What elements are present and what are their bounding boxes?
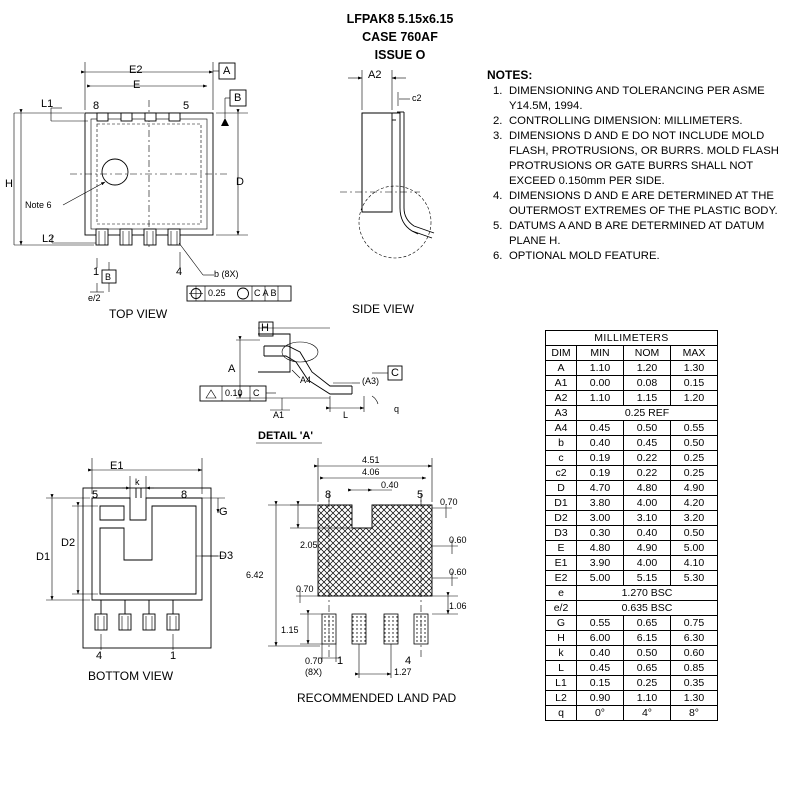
table-row [546, 571, 718, 586]
cell-dim: D1 [546, 496, 577, 511]
label-l1: L1 [41, 98, 54, 110]
cell-min: 0.30 [577, 526, 624, 541]
package-name: LFPAK8 5.15x6.15 [346, 12, 454, 26]
landpad-dim-406: 4.06 [362, 467, 380, 477]
flatness-datum: C [253, 388, 260, 398]
table-row [546, 406, 718, 421]
detail-label-a: A [228, 363, 236, 375]
cell-nom: 1.10 [624, 691, 671, 706]
landpad-dim-127: 1.27 [394, 667, 412, 677]
landpad-pin1: 1 [337, 655, 344, 667]
cell-min: 0.55 [577, 616, 624, 631]
cell-nom: 3.10 [624, 511, 671, 526]
bottom-view-caption: BOTTOM VIEW [88, 669, 174, 683]
cell-max: 3.20 [671, 511, 718, 526]
cell-nom: 0.22 [624, 451, 671, 466]
label-pin5-bottom: 5 [92, 489, 99, 501]
cell-nom: 0.08 [624, 376, 671, 391]
fcf-tolerance: 0.25 [208, 288, 226, 298]
notes-title: NOTES: [487, 68, 533, 82]
label-a2: A2 [368, 69, 382, 81]
detail-label-a3: (A3) [362, 376, 380, 386]
cell-dim: G [546, 616, 577, 631]
top-view-caption: TOP VIEW [109, 307, 168, 321]
label-pin4-bottom: 4 [96, 650, 103, 662]
cell-min: 3.80 [577, 496, 624, 511]
table-row [546, 511, 718, 526]
note-text: DIMENSIONS D AND E ARE DETERMINED AT THE OUTERMOST EXTREMES OF THE PLASTIC BODY. [509, 190, 778, 218]
label-e2: E2 [129, 64, 143, 76]
table-row [546, 676, 718, 691]
cell-dim: E [546, 541, 577, 556]
cell-nom: 1.15 [624, 391, 671, 406]
cell-min: 0.15 [577, 676, 624, 691]
cell-min: 0.45 [577, 661, 624, 676]
note-item [487, 249, 787, 264]
datum-b-small-label: B [105, 272, 112, 282]
cell-dim: E1 [546, 556, 577, 571]
datum-a-label: A [223, 65, 231, 77]
note-item [487, 84, 787, 114]
cell-min: 3.90 [577, 556, 624, 571]
land-pad-caption: RECOMMENDED LAND PAD [297, 691, 457, 705]
landpad-dim-070-8x: 0.70 [305, 656, 323, 666]
detail-label-a4: A4 [300, 375, 312, 385]
detail-datum-c: C [391, 367, 399, 379]
cell-min: 0.40 [577, 646, 624, 661]
table-row [546, 661, 718, 676]
drawing-title-block [280, 10, 520, 64]
label-pin5-top: 5 [183, 100, 190, 112]
note-item [487, 129, 787, 189]
cell-dim: A3 [546, 406, 577, 421]
note-number: 4. [493, 190, 503, 203]
cell-nom: 1.20 [624, 361, 671, 376]
label-c2: c2 [412, 93, 422, 103]
cell-max: 0.15 [671, 376, 718, 391]
cell-min: 0° [577, 706, 624, 721]
table-row [546, 691, 718, 706]
cell-max: 4.20 [671, 496, 718, 511]
table-row [546, 391, 718, 406]
table-row [546, 631, 718, 646]
cell-nom: 0.65 [624, 616, 671, 631]
flatness-value: 0.10 [225, 388, 243, 398]
cell-dim: A [546, 361, 577, 376]
landpad-pin8: 8 [325, 489, 332, 501]
landpad-dim-106: 1.06 [449, 601, 467, 611]
col-max: MAX [671, 346, 718, 361]
cell-max: 0.85 [671, 661, 718, 676]
cell-dim: D3 [546, 526, 577, 541]
label-pin8-top: 8 [93, 100, 100, 112]
label-l2: L2 [42, 233, 55, 245]
cell-max: 1.20 [671, 391, 718, 406]
cell-max: 0.50 [671, 526, 718, 541]
table-row [546, 466, 718, 481]
cell-max: 0.55 [671, 421, 718, 436]
table-row [546, 451, 718, 466]
label-k: k [135, 477, 140, 487]
label-d3: D3 [219, 550, 234, 562]
cell-min: 0.90 [577, 691, 624, 706]
note-item [487, 219, 787, 249]
cell-min: 1.10 [577, 361, 624, 376]
cell-max: 0.25 [671, 451, 718, 466]
label-pin8-bottom: 8 [181, 489, 188, 501]
landpad-pin4: 4 [405, 655, 412, 667]
table-row [546, 496, 718, 511]
side-view-caption: SIDE VIEW [352, 302, 415, 316]
label-e-half: e/2 [88, 293, 101, 303]
landpad-dim-642: 6.42 [246, 570, 264, 580]
cell-max: 0.75 [671, 616, 718, 631]
cell-dim: L2 [546, 691, 577, 706]
detail-label-h: H [261, 322, 269, 334]
label-b-8x: b (8X) [214, 269, 239, 279]
note-number: 1. [493, 85, 503, 97]
note-item [487, 189, 787, 219]
cell-max: 4.10 [671, 556, 718, 571]
table-row [546, 376, 718, 391]
table-row [546, 646, 718, 661]
label-d2: D2 [61, 537, 76, 549]
cell-min: 6.00 [577, 631, 624, 646]
landpad-dim-205: 2.05 [300, 540, 318, 550]
label-note6: Note 6 [25, 200, 52, 210]
cell-min: 0.00 [577, 376, 624, 391]
landpad-dim-8x: (8X) [305, 667, 323, 677]
detail-label-q: q [394, 404, 400, 414]
table-row [546, 706, 718, 721]
cell-nom: 0.25 [624, 676, 671, 691]
label-h: H [5, 178, 13, 190]
cell-max: 8° [671, 706, 718, 721]
cell-max: 6.30 [671, 631, 718, 646]
fcf-datums: C A B [254, 288, 277, 298]
label-pin1-top: 1 [93, 266, 100, 278]
cell-min: 5.00 [577, 571, 624, 586]
note-text: DIMENSIONS D AND E DO NOT INCLUDE MOLD FLASH, PROTRUSIONS, OR BURRS. MOLD FLASH PROTRUSIONS OR GATE BURRS SHALL NOT EXCEED 0.150mm PER SIDE. [509, 130, 779, 188]
col-nom: NOM [624, 346, 671, 361]
landpad-dim-070-right: 0.70 [440, 497, 458, 507]
cell-dim: c [546, 451, 577, 466]
cell-max: 0.35 [671, 676, 718, 691]
cell-min: 0.40 [577, 436, 624, 451]
cell-nom: 4.90 [624, 541, 671, 556]
cell-min: 0.45 [577, 421, 624, 436]
cell-nom: 4.00 [624, 496, 671, 511]
cell-min: 1.10 [577, 391, 624, 406]
table-row [546, 421, 718, 436]
table-units-header: MILLIMETERS [546, 331, 718, 346]
landpad-dim-060-b: 0.60 [449, 567, 467, 577]
cell-span: 0.25 REF [577, 406, 718, 421]
note-text: DIMENSIONING AND TOLERANCING PER ASME Y14.5M, 1994. [509, 85, 765, 113]
notes-block [487, 68, 787, 264]
cell-max: 1.30 [671, 361, 718, 376]
cell-dim: q [546, 706, 577, 721]
note-number: 5. [493, 220, 503, 233]
landpad-pin5: 5 [417, 489, 424, 501]
cell-nom: 4.00 [624, 556, 671, 571]
note-text: DATUMS A AND B ARE DETERMINED AT DATUM PLANE H. [509, 220, 765, 248]
label-d: D [236, 176, 244, 188]
landpad-dim-115: 1.15 [281, 625, 299, 635]
cell-nom: 0.65 [624, 661, 671, 676]
landpad-dim-060-a: 0.60 [449, 535, 467, 545]
label-e: E [133, 79, 141, 91]
landpad-dim-070-left: 0.70 [296, 584, 314, 594]
table-row [546, 616, 718, 631]
detail-label-l: L [343, 410, 349, 420]
col-min: MIN [577, 346, 624, 361]
label-d1: D1 [36, 551, 51, 563]
cell-dim: A4 [546, 421, 577, 436]
cell-dim: D2 [546, 511, 577, 526]
note-number: 6. [493, 250, 503, 263]
table-row [546, 541, 718, 556]
cell-min: 0.19 [577, 466, 624, 481]
cell-nom: 4° [624, 706, 671, 721]
cell-dim: L1 [546, 676, 577, 691]
label-pin4-top: 4 [176, 266, 183, 278]
cell-dim: e [546, 586, 577, 601]
cell-dim: L [546, 661, 577, 676]
cell-span: 1.270 BSC [577, 586, 718, 601]
cell-nom: 0.50 [624, 421, 671, 436]
cell-nom: 0.50 [624, 646, 671, 661]
cell-max: 0.60 [671, 646, 718, 661]
cell-max: 0.25 [671, 466, 718, 481]
cell-nom: 4.80 [624, 481, 671, 496]
table-row [546, 556, 718, 571]
note-number: 2. [493, 115, 503, 128]
cell-max: 0.50 [671, 436, 718, 451]
cell-dim: H [546, 631, 577, 646]
note-item [487, 114, 787, 129]
landpad-dim-040: 0.40 [381, 480, 399, 490]
cell-dim: E2 [546, 571, 577, 586]
table-header-row [546, 346, 718, 361]
cell-dim: e/2 [546, 601, 577, 616]
datum-b-label: B [234, 92, 242, 104]
cell-min: 4.80 [577, 541, 624, 556]
table-row [546, 601, 718, 616]
cell-min: 4.70 [577, 481, 624, 496]
cell-min: 3.00 [577, 511, 624, 526]
cell-dim: A1 [546, 376, 577, 391]
note-text: OPTIONAL MOLD FEATURE. [509, 250, 660, 263]
label-e1: E1 [110, 460, 124, 472]
landpad-dim-451: 4.51 [362, 455, 380, 465]
cell-max: 5.00 [671, 541, 718, 556]
label-g: G [219, 506, 228, 518]
note-text: CONTROLLING DIMENSION: MILLIMETERS. [509, 115, 743, 128]
cell-max: 1.30 [671, 691, 718, 706]
table-row [546, 481, 718, 496]
cell-min: 0.19 [577, 451, 624, 466]
cell-max: 4.90 [671, 481, 718, 496]
cell-dim: b [546, 436, 577, 451]
cell-dim: k [546, 646, 577, 661]
cell-span: 0.635 BSC [577, 601, 718, 616]
issue-number: ISSUE O [374, 48, 426, 63]
cell-nom: 5.15 [624, 571, 671, 586]
cell-max: 5.30 [671, 571, 718, 586]
col-dim: DIM [546, 346, 577, 361]
cell-dim: c2 [546, 466, 577, 481]
cell-nom: 6.15 [624, 631, 671, 646]
label-pin1-bottom: 1 [170, 650, 177, 662]
case-number: CASE 760AF [362, 30, 438, 45]
note-number: 3. [493, 130, 503, 143]
land-pad-drawing [268, 458, 458, 678]
cell-dim: D [546, 481, 577, 496]
cell-dim: A2 [546, 391, 577, 406]
top-view-drawing [14, 62, 291, 301]
detail-a-caption: DETAIL 'A' [258, 430, 313, 442]
table-units-row [546, 331, 718, 346]
table-row [546, 436, 718, 451]
dimension-table [545, 330, 718, 721]
table-row [546, 361, 718, 376]
table-row [546, 526, 718, 541]
table-row [546, 586, 718, 601]
cell-nom: 0.40 [624, 526, 671, 541]
cell-nom: 0.22 [624, 466, 671, 481]
cell-nom: 0.45 [624, 436, 671, 451]
detail-label-a1: A1 [273, 410, 285, 420]
